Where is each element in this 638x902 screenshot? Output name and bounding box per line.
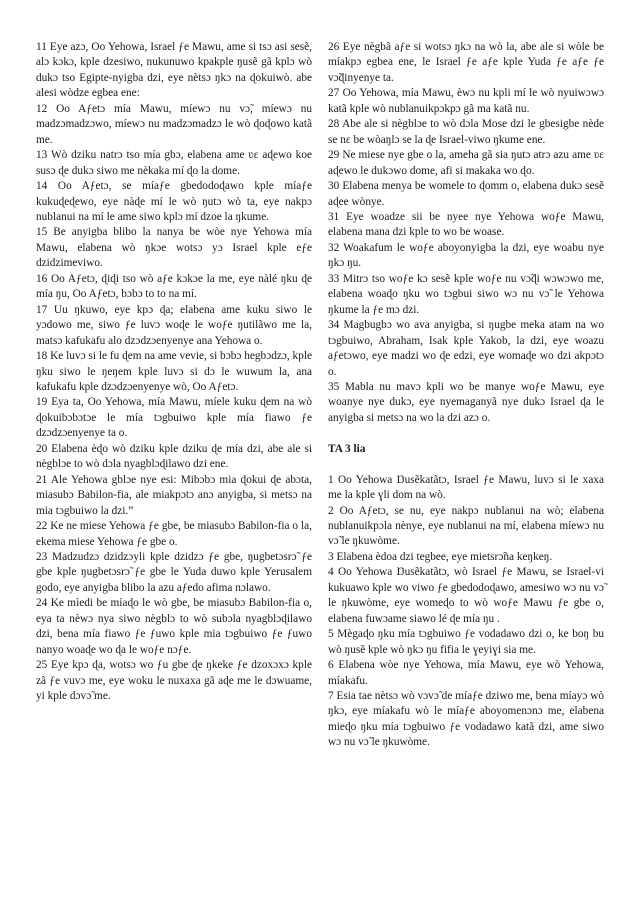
verse-paragraph: 16 Oo Aƒetɔ, ɖiɖi tso wò aƒe kɔkɔe la me, eye nàlé ŋku ɖe mía ŋu, Oo Aƒetɔ, bɔbɔ to to na mí. [36,272,312,301]
verse-paragraph: 7 Esia tae nètsɔ wò vɔvɔ̃ de míaƒe dziwo me, bena míayɔ wò ŋkɔ, eye míakafu wò le míaƒe aboyomenɔnɔ me, elabena mieɖo ŋku mía tɔgbuiwo ƒe vodadawo katã dzi, ame siwo wɔ nu vɔ̃ le ŋkuwòme. [328,690,604,749]
chapter-heading: TA 3 lia [328,442,366,455]
verse-paragraph: 32 Woakafum le woƒe aboyonyigba la dzi, eye woabu nye ŋkɔ ŋu. [328,241,604,270]
verse-paragraph: 29 Ne miese nye gbe o la, ameha gã sia ŋutɔ atrɔ azu ame ʋɛ aɖewo le dukɔwo dome, afi si makaka wo ɖo. [328,149,604,177]
verse-paragraph: 12 Oo Aƒetɔ mía Mawu, míewɔ nu vɔ̃, míewɔ nu madzɔmadzɔwo, míewɔ nu madzɔmadzɔ le wò ɖoɖowo katã me. [36,102,312,146]
left-column [36,40,312,870]
paragraph-spacer [328,457,604,472]
verse-paragraph: 13 Wò dziku natrɔ tso mía gbɔ, elabena ame ʋɛ aɖewo koe susɔ ɖe dukɔ siwo me nèkaka mí ɖo la dome. [36,149,312,177]
verse-paragraph: 20 Elabena èɖo wò dziku kple dziku ɖe mía dzi, abe ale si nègblɔe to wò dɔla nyagblɔɖilawo dzi ene. [36,442,312,471]
verse-paragraph: 18 Ke luvɔ si le fu ɖem na ame vevie, si bɔbɔ hegbɔdzɔ, kple ŋku siwo le ŋeŋem kple luvɔ si dɔ le wuwum la, ana kafukafu kple dzɔdzɔenyenye wò, Oo Aƒetɔ. [36,350,312,393]
verse-paragraph: 11 Eye azɔ, Oo Yehowa, Israel ƒe Mawu, ame si tsɔ asi sesẽ, alɔ kɔkɔ, kple dzesiwo, nukunuwo kpakple ŋusẽ gã kplɔ wò dukɔ tso Egipte-nyigba dzi, eye nètsɔ ŋkɔ na ɖokuiwò. abe alesi wòdze egbea ene: [36,41,312,100]
verse-paragraph: 3 Elabena èdoa dzi tegbee, eye mietsrɔ̃na keŋkeŋ. [328,550,553,563]
verse-paragraph: 26 Eye nègbã aƒe si wotsɔ ŋkɔ na wò la, abe ale si wòle be míakpɔ egbea ene, le Israel ƒe aƒe kple Yuda ƒe aƒe ƒe vɔ̃ɖinyenye ta. [328,41,604,84]
verse-paragraph: 31 Eye woadze sii be nyee nye Yehowa woƒe Mawu, elabena mana dzi kple to wo be woase. [328,210,604,239]
verse-paragraph: 19 Eya ta, Oo Yehowa, mía Mawu, míele kuku ɖem na wò ɖokuibɔbɔtɔe le mía tɔgbuiwo kple mía fiawo ƒe dzɔdzɔenyenye ta o. [36,396,312,440]
verse-paragraph: 34 Magbugbɔ wo ava anyigba, si ŋugbe meka atam na wo tɔgbuiwo, Abraham, Isak kple Yakob, la dzi, eye woazu aƒetɔwo, eye madzi wo ɖe edzi, eye womaɖe wo dzi akpɔtɔ o. [328,319,604,378]
verse-paragraph: 6 Elabena wòe nye Yehowa, mía Mawu, eye wò Yehowa, míakafu. [328,659,604,687]
verse-paragraph: 27 Oo Yehowa, mía Mawu, èwɔ nu kpli mí le wò nyuiwɔwɔ katã kple wò nublanuikpɔkpɔ gã ma katã nu. [328,87,604,115]
verse-paragraph: 30 Elabena menya be womele to ɖomm o, elabena dukɔ sesẽ aɖee wònye. [328,180,604,208]
verse-paragraph: 17 Uu ŋkuwo, eye kpɔ ɖa; elabena ame kuku siwo le yɔdowo me, siwo ƒe luvɔ woɖe le woƒe ŋutilãwo me la, matsɔ kafukafu alo dzɔdzɔenyenye ana Yehowa o. [36,303,312,347]
verse-paragraph: 22 Ke ne miese Yehowa ƒe gbe, be miasubɔ Babilon-fia o la, ekema miese Yehowa ƒe gbe o. [36,520,312,548]
verse-paragraph: 33 Mitrɔ tso woƒe kɔ sesẽ kple woƒe nu vɔ̃ɖi wɔwɔwo me, elabena woaɖo ŋku wo tɔgbui siwo wɔ nu vɔ̃ le Yehowa ŋkume la ƒe mɔ dzi. [328,272,604,316]
document-page [36,40,604,870]
verse-paragraph: 25 Eye kpɔ ɖa, wotsɔ wo ƒu gbe ɖe ŋkeke ƒe dzoxɔxɔ kple zã ƒe vuvɔ me, eye woku le nuxaxa gã aɖe me le dɔwuame, yi kple dɔvɔ̃ me. [36,659,312,703]
verse-paragraph: 5 Mègaɖo ŋku mía tɔgbuiwo ƒe vodadawo dzi o, ke boŋ bu wò ŋusẽ kple wò ŋkɔ ŋu fifia le ɣeyiɣi sia me. [328,628,604,656]
verse-paragraph: 23 Madzudzɔ dzidzɔyli kple dzidzɔ ƒe gbe, ŋugbetɔsrɔ̃ ƒe gbe kple ŋugbetɔsrɔ̃ ƒe gbe le Yuda duwo kple Yerusalem godo, eye anyigba blibo la azu aƒedo afima nɔlawo. [36,550,312,594]
verse-paragraph: 15 Be anyigba blibo la nanya be wòe nye Yehowa mía Mawu, elabena wò ŋkɔe wotsɔ yɔ Israel kple eƒe dzidzimeviwo. [36,226,312,270]
verse-paragraph: 14 Oo Aƒetɔ, se míaƒe gbedodoɖawo kple míaƒe kukuɖeɖewo, eye nàɖe mí le wò ŋutɔ wò ta, eye nakpɔ nublanui na mí le ame siwo kplɔ mí dzoe la ŋkume. [36,180,312,223]
paragraph-spacer [328,426,604,441]
verse-paragraph: 1 Oo Yehowa Ŋusẽkatãtɔ, Israel ƒe Mawu, luvɔ si le xaxa me la kple ɣli dom na wò. [328,473,604,502]
verse-paragraph: 24 Ke mìedi be míaɖo le wò gbe, be miasubɔ Babilon-fia o, eya ta nèwɔ nya siwo nègblɔ to wò subɔla nyagblɔɖilawo dzi, bena mía fiawo ƒe ƒuwo kple mia tɔgbuiwo ƒe ƒuwo nanyo woaɖe wo ɖa le woƒe nɔƒe. [36,597,312,656]
verse-paragraph: 2 Oo Aƒetɔ, se nu, eye nakpɔ nublanui na wò; elabena nublanuikpɔla nènye, eye nublanui na mí, elabena míewɔ nu vɔ̃ le ŋkuwòme. [328,504,604,548]
verse-paragraph: 4 Oo Yehowa Ŋusẽkatãtɔ, wò Israel ƒe Mawu, se Israel-vi kukuawo kple wo viwo ƒe gbedodoɖawo, amesiwo wɔ nu vɔ̃ le ŋkuwòme, eye womeɖo to wò woƒe Mawu ƒe gbe o, elabena fuwɔame siawo lé ɖe mía ŋu . [328,566,604,625]
verse-paragraph: 21 Ale Yehowa gblɔe nye esi: Mibɔbɔ mia ɖokui ɖe abɔta, miasubɔ Babilon-fia, ale miakpɔtɔ anɔ anyigba, si metsɔ na mia tɔgbuiwo la dzi.” [36,473,312,517]
verse-paragraph: 28 Abe ale si nègblɔe to wò dɔla Mose dzi le gbesigbe nède se nɛ be wòaŋlɔ se la ɖe Israel-viwo ŋkume ene. [328,118,604,146]
verse-paragraph: 35 Mabla nu mavɔ kpli wo be manye woƒe Mawu, eye woanye nye dukɔ, eye nyemaganyã nye dukɔ Israel ɖa le anyigba si metsɔ na wo la dzi azɔ o. [328,380,604,424]
right-column [328,40,604,870]
